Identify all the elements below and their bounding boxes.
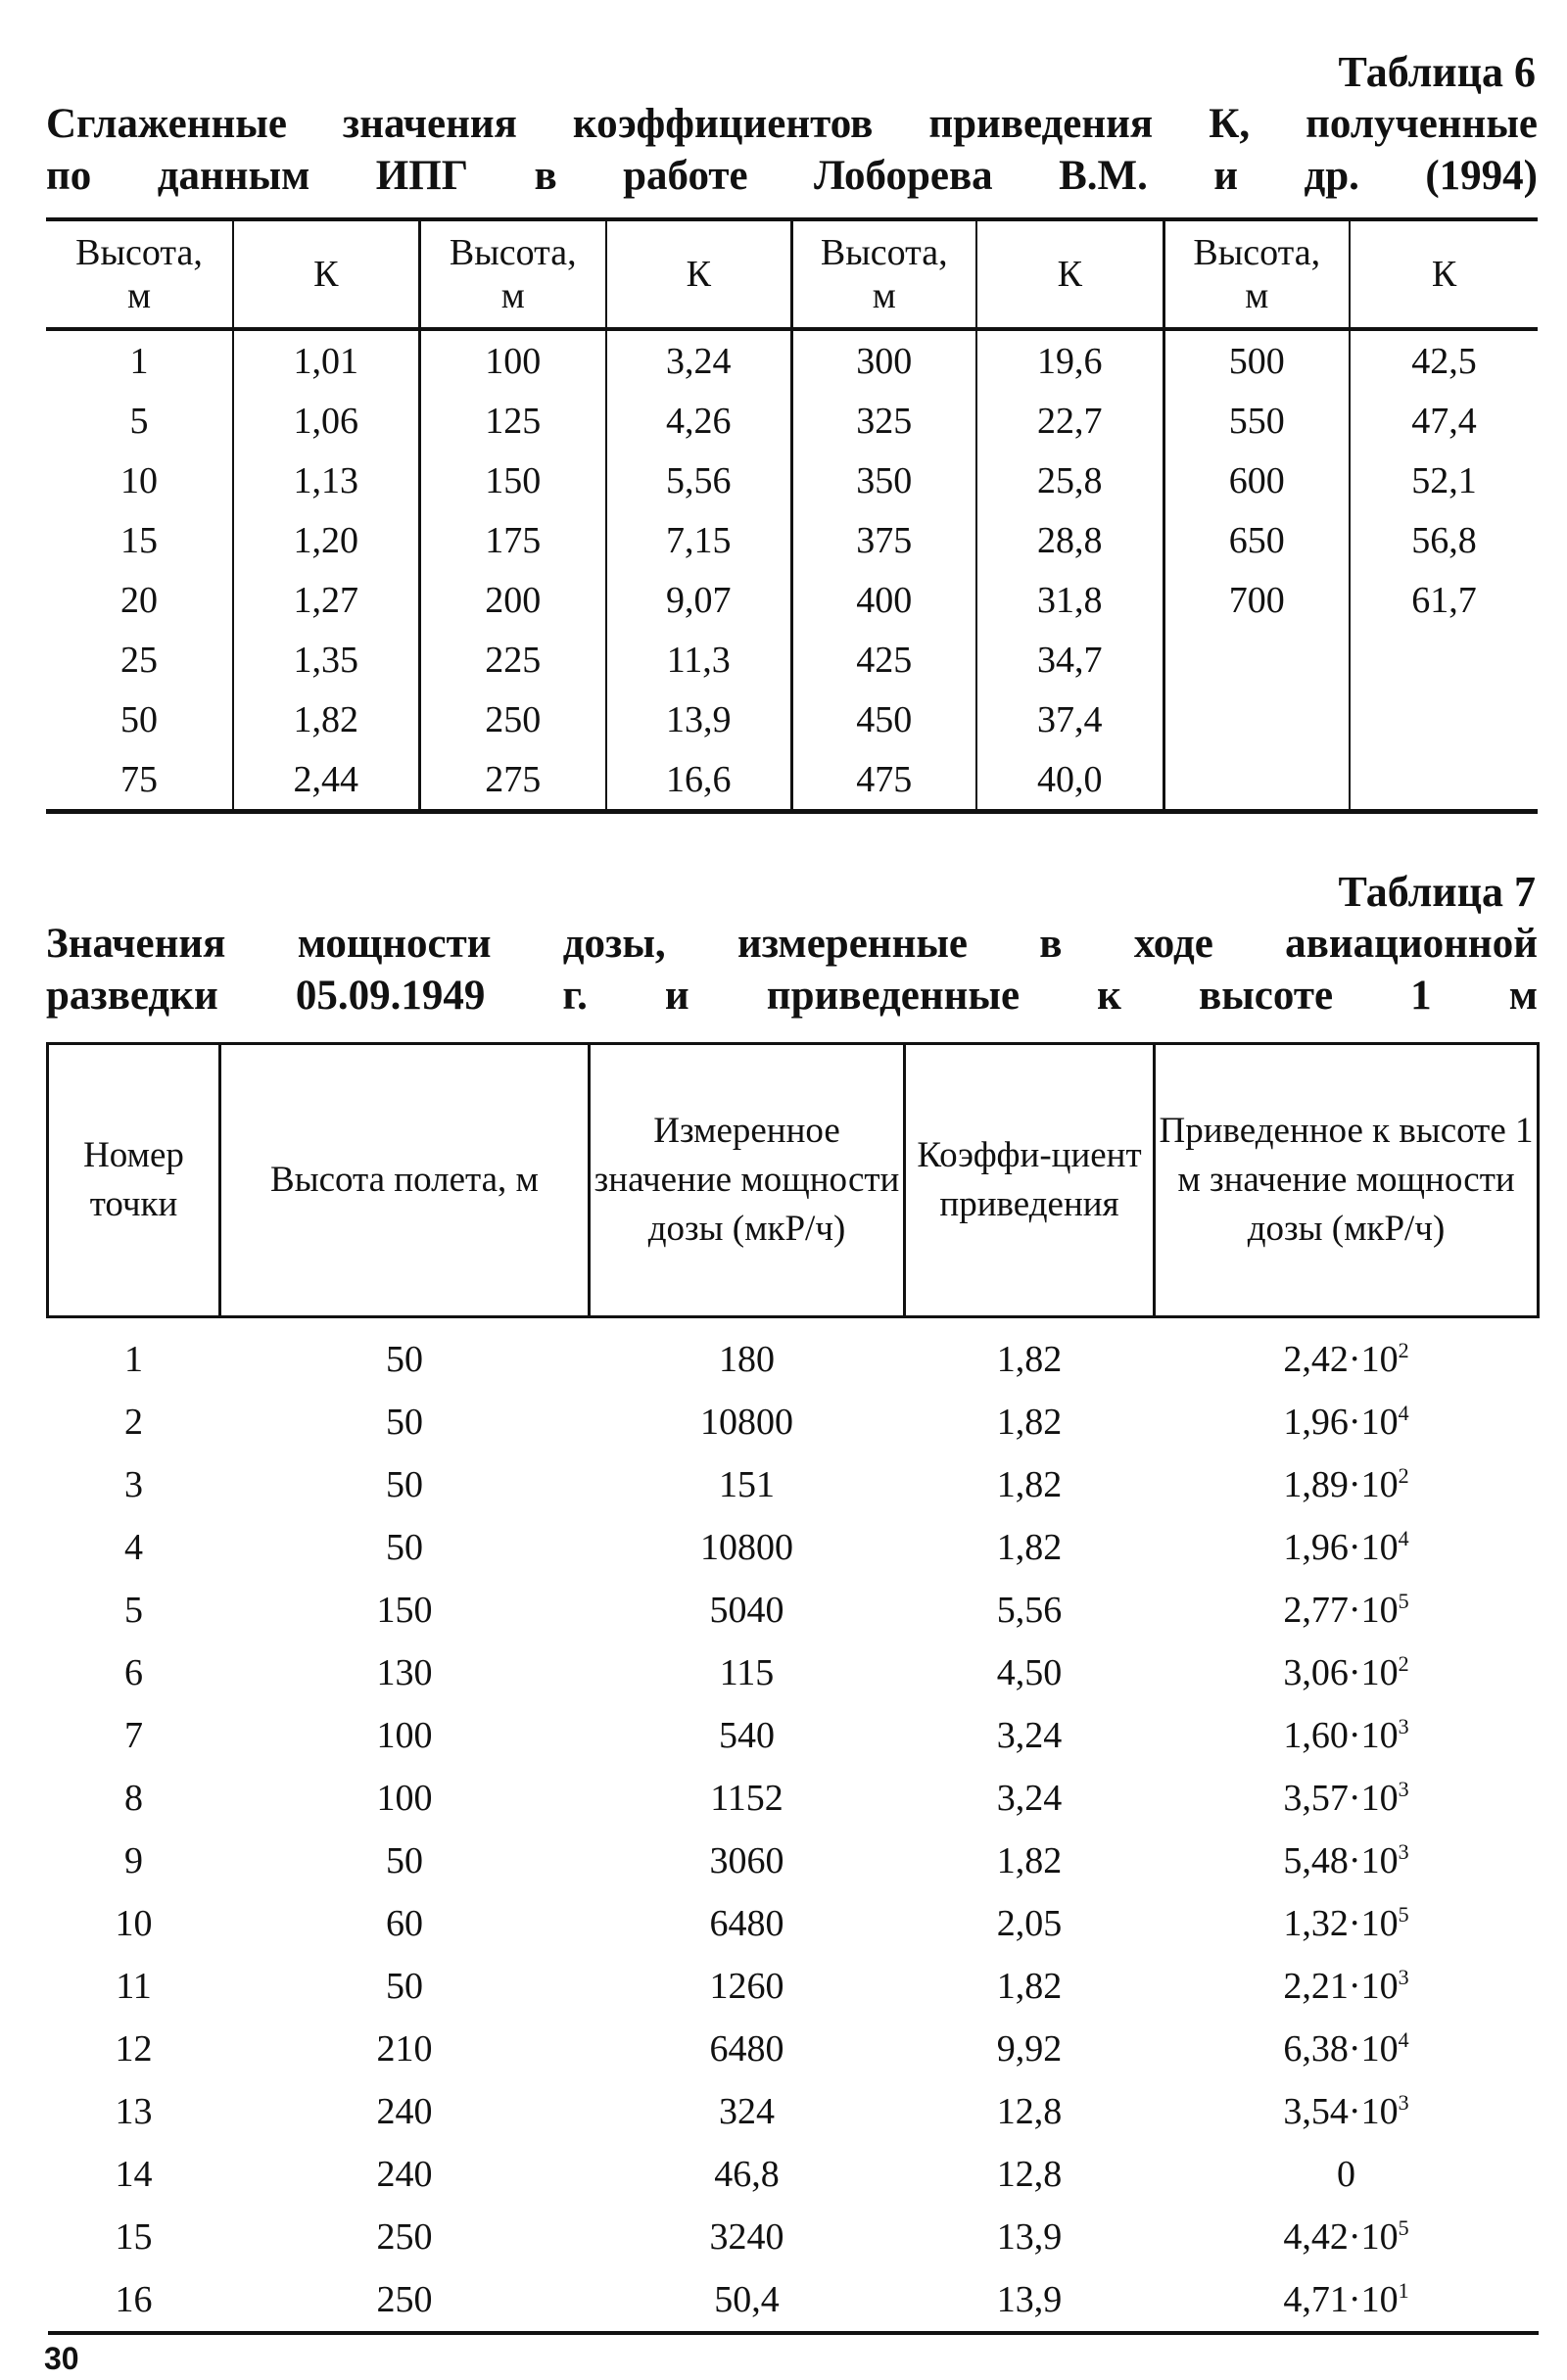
flight-height: 250 [376, 2216, 433, 2258]
k-cell: 1,06 [233, 391, 419, 451]
table6-caption-line: по данным ИПГ в работе Лоборева В.М. и др. (1994) [46, 153, 1538, 199]
reduced-dose [1155, 1955, 1539, 2018]
reduced-dose-mantissa: 1,96·10 [1283, 1402, 1399, 1443]
reduced-dose [1155, 1453, 1539, 1516]
point-number: 10 [115, 1903, 153, 1944]
reduced-dose [1155, 1391, 1539, 1453]
k-cell [1350, 690, 1538, 749]
coefficient: 9,92 [996, 2028, 1063, 2070]
k-cell: 3,24 [606, 329, 791, 391]
reduced-dose-mantissa: 4,71·10 [1283, 2279, 1399, 2320]
coefficient: 5,56 [996, 1590, 1063, 1631]
flight-height: 100 [376, 1715, 433, 1756]
reduced-dose [1155, 1516, 1539, 1579]
table-row [48, 2143, 1539, 2206]
measured-dose: 540 [719, 1715, 775, 1756]
table-row [46, 391, 1538, 451]
measured-dose: 151 [719, 1464, 775, 1505]
table-row [48, 1516, 1539, 1579]
flight-height: 130 [376, 1652, 433, 1693]
k-cell: 42,5 [1350, 329, 1538, 391]
k-cell: 40,0 [976, 749, 1163, 812]
measured-dose: 324 [719, 2091, 775, 2132]
reduced-dose-exponent: 2 [1398, 1463, 1409, 1488]
height-cell: 325 [791, 391, 976, 451]
reduced-dose [1155, 2080, 1539, 2143]
coefficient: 1,82 [996, 1527, 1063, 1568]
table6-coefficients [46, 217, 1538, 814]
table-row [46, 690, 1538, 749]
height-cell [1163, 749, 1350, 812]
k-cell: 22,7 [976, 391, 1163, 451]
k-cell [1350, 749, 1538, 812]
reduced-dose [1155, 1317, 1539, 1392]
table-row [48, 1767, 1539, 1830]
height-cell: 500 [1163, 329, 1350, 391]
coefficient: 1,82 [996, 1339, 1063, 1380]
table6-caption-line: Сглаженные значения коэффициентов приведения К, полученные [46, 101, 1538, 147]
coefficient: 2,05 [996, 1903, 1063, 1944]
coefficient: 1,82 [996, 1402, 1063, 1443]
flight-height: 50 [386, 1840, 423, 1881]
height-cell: 15 [120, 519, 158, 561]
table-row [48, 2080, 1539, 2143]
reduced-dose-exponent: 5 [1398, 1902, 1409, 1927]
k-cell: 28,8 [976, 510, 1163, 570]
height-cell: 375 [791, 510, 976, 570]
flight-height: 50 [386, 1966, 423, 2007]
coefficient: 3,24 [996, 1715, 1063, 1756]
reduced-dose-exponent: 5 [1398, 2215, 1409, 2240]
k-cell: 1,01 [233, 329, 419, 391]
height-cell: 75 [120, 758, 158, 800]
reduced-dose-mantissa: 2,42·10 [1283, 1339, 1399, 1380]
point-number: 11 [116, 1966, 152, 2007]
reduced-dose-mantissa: 2,21·10 [1283, 1966, 1399, 2007]
flight-height: 150 [376, 1590, 433, 1631]
reduced-dose-mantissa: 0 [1337, 2154, 1355, 2195]
reduced-dose-mantissa: 1,96·10 [1283, 1527, 1399, 1568]
height-cell: 650 [1163, 510, 1350, 570]
header-height-label: Высота, [820, 232, 948, 273]
flight-height: 240 [376, 2091, 433, 2132]
k-cell: 37,4 [976, 690, 1163, 749]
height-cell: 125 [419, 391, 606, 451]
point-number: 4 [124, 1527, 143, 1568]
flight-height: 50 [386, 1402, 423, 1443]
reduced-dose-mantissa: 3,54·10 [1283, 2091, 1399, 2132]
table6-label: Таблица 6 [1338, 48, 1536, 96]
height-cell: 600 [1163, 451, 1350, 510]
k-cell: 1,13 [233, 451, 419, 510]
table-row [46, 570, 1538, 630]
table-row [48, 2268, 1539, 2333]
table7-dose-rates [46, 1042, 1540, 2335]
height-cell: 225 [419, 630, 606, 690]
column-header: Коэффи-циент приведения [905, 1044, 1155, 1317]
reduced-dose-exponent: 5 [1398, 1589, 1409, 1613]
flight-height: 60 [386, 1903, 423, 1944]
header-height-unit: м [872, 275, 896, 316]
reduced-dose-mantissa: 3,06·10 [1283, 1652, 1399, 1693]
table7-label: Таблица 7 [1338, 868, 1536, 916]
coefficient: 1,82 [996, 1464, 1063, 1505]
column-header: Высота полета, м [220, 1044, 590, 1317]
reduced-dose-mantissa: 1,32·10 [1283, 1903, 1399, 1944]
coefficient: 3,24 [996, 1778, 1063, 1819]
height-cell [1163, 690, 1350, 749]
table-row [48, 1704, 1539, 1767]
k-cell: 7,15 [606, 510, 791, 570]
height-cell: 425 [791, 630, 976, 690]
reduced-dose-mantissa: 4,42·10 [1283, 2216, 1399, 2258]
height-cell: 250 [419, 690, 606, 749]
reduced-dose-mantissa: 6,38·10 [1283, 2028, 1399, 2070]
k-cell: 19,6 [976, 329, 1163, 391]
table-row [48, 1579, 1539, 1642]
height-cell: 5 [129, 400, 149, 442]
point-number: 1 [124, 1339, 143, 1380]
table-row [48, 1892, 1539, 1955]
measured-dose: 5040 [709, 1590, 784, 1631]
height-cell: 1 [129, 340, 149, 382]
coefficient: 13,9 [996, 2216, 1063, 2258]
column-header: Приведенное к высоте 1 м значение мощности дозы (мкР/ч) [1155, 1044, 1539, 1317]
coefficient: 1,82 [996, 1840, 1063, 1881]
header-height [1163, 219, 1350, 329]
reduced-dose-exponent: 3 [1398, 1714, 1409, 1738]
point-number: 8 [124, 1778, 143, 1819]
header-height-label: Высота, [1193, 232, 1321, 273]
k-cell: 47,4 [1350, 391, 1538, 451]
table-row [46, 749, 1538, 812]
k-cell: 1,82 [233, 690, 419, 749]
reduced-dose [1155, 2206, 1539, 2268]
k-cell: 1,35 [233, 630, 419, 690]
reduced-dose-exponent: 3 [1398, 1965, 1409, 1989]
coefficient: 12,8 [996, 2091, 1063, 2132]
measured-dose: 10800 [700, 1527, 793, 1568]
table6-caption [46, 98, 1538, 202]
table7-caption-line: Значения мощности дозы, измеренные в ходе авиационной [46, 921, 1538, 967]
height-cell: 550 [1163, 391, 1350, 451]
measured-dose: 10800 [700, 1402, 793, 1443]
height-cell: 150 [419, 451, 606, 510]
flight-height: 210 [376, 2028, 433, 2070]
height-cell: 275 [419, 749, 606, 812]
k-cell: 31,8 [976, 570, 1163, 630]
k-cell: 13,9 [606, 690, 791, 749]
coefficient: 13,9 [996, 2279, 1063, 2320]
height-cell: 475 [791, 749, 976, 812]
flight-height: 50 [386, 1464, 423, 1505]
measured-dose: 180 [719, 1339, 775, 1380]
reduced-dose [1155, 1830, 1539, 1892]
height-cell: 25 [120, 639, 158, 681]
point-number: 2 [124, 1402, 143, 1443]
coefficient: 1,82 [996, 1966, 1063, 2007]
header-height [46, 219, 233, 329]
table-row [46, 451, 1538, 510]
k-cell: 61,7 [1350, 570, 1538, 630]
measured-dose: 50,4 [714, 2279, 780, 2320]
height-cell: 10 [120, 459, 158, 501]
table-row [46, 510, 1538, 570]
point-number: 13 [115, 2091, 153, 2132]
height-cell: 350 [791, 451, 976, 510]
measured-dose: 3240 [709, 2216, 784, 2258]
reduced-dose [1155, 2143, 1539, 2206]
table-row [48, 1955, 1539, 2018]
point-number: 9 [124, 1840, 143, 1881]
table-row [48, 1317, 1539, 1392]
header-height-label: Высота, [449, 232, 577, 273]
height-cell: 400 [791, 570, 976, 630]
point-number: 15 [115, 2216, 153, 2258]
reduced-dose-mantissa: 1,60·10 [1283, 1715, 1399, 1756]
k-cell: 52,1 [1350, 451, 1538, 510]
coefficient: 12,8 [996, 2154, 1063, 2195]
header-k: К [1350, 219, 1538, 329]
reduced-dose [1155, 1642, 1539, 1704]
header-height-unit: м [500, 275, 525, 316]
point-number: 16 [115, 2279, 153, 2320]
k-cell [1350, 630, 1538, 690]
point-number: 3 [124, 1464, 143, 1505]
table-row [48, 2018, 1539, 2080]
header-height-label: Высота, [75, 232, 203, 273]
header-height-unit: м [1245, 275, 1269, 316]
header-k: К [233, 219, 419, 329]
height-cell: 300 [791, 329, 976, 391]
measured-dose: 6480 [709, 1903, 784, 1944]
flight-height: 50 [386, 1527, 423, 1568]
table-row [48, 1453, 1539, 1516]
reduced-dose [1155, 2018, 1539, 2080]
k-cell: 5,56 [606, 451, 791, 510]
reduced-dose-mantissa: 1,89·10 [1283, 1464, 1399, 1505]
reduced-dose-exponent: 3 [1398, 1839, 1409, 1864]
table-row [46, 630, 1538, 690]
coefficient: 4,50 [996, 1652, 1063, 1693]
height-cell: 450 [791, 690, 976, 749]
height-cell: 175 [419, 510, 606, 570]
measured-dose: 3060 [709, 1840, 784, 1881]
measured-dose: 1152 [710, 1778, 784, 1819]
k-cell: 34,7 [976, 630, 1163, 690]
k-cell: 1,20 [233, 510, 419, 570]
column-header: Номер точки [48, 1044, 220, 1317]
table7-caption-line: разведки 05.09.1949 г. и приведенные к высоте 1 м [46, 973, 1538, 1019]
measured-dose: 115 [719, 1652, 775, 1693]
height-cell: 200 [419, 570, 606, 630]
point-number: 14 [115, 2154, 153, 2195]
reduced-dose-exponent: 2 [1398, 1651, 1409, 1676]
column-header: Измеренное значение мощности дозы (мкР/ч) [590, 1044, 905, 1317]
reduced-dose-exponent: 2 [1398, 1338, 1409, 1362]
reduced-dose [1155, 1579, 1539, 1642]
header-height-unit: м [126, 275, 152, 316]
measured-dose: 1260 [709, 1966, 784, 2007]
k-cell: 11,3 [606, 630, 791, 690]
reduced-dose-exponent: 3 [1398, 1777, 1409, 1801]
height-cell: 700 [1163, 570, 1350, 630]
height-cell [1163, 630, 1350, 690]
header-height [419, 219, 606, 329]
reduced-dose-mantissa: 2,77·10 [1283, 1590, 1399, 1631]
reduced-dose-exponent: 4 [1398, 1526, 1409, 1550]
reduced-dose-exponent: 3 [1398, 2090, 1409, 2115]
k-cell: 9,07 [606, 570, 791, 630]
height-cell: 100 [419, 329, 606, 391]
table7-caption [46, 918, 1538, 1022]
table-row [48, 1830, 1539, 1892]
table-row [48, 1642, 1539, 1704]
reduced-dose-exponent: 4 [1398, 1401, 1409, 1425]
reduced-dose [1155, 1892, 1539, 1955]
reduced-dose-exponent: 1 [1398, 2278, 1409, 2303]
k-cell: 1,27 [233, 570, 419, 630]
reduced-dose-mantissa: 3,57·10 [1283, 1778, 1399, 1819]
table-row [48, 2206, 1539, 2268]
k-cell: 56,8 [1350, 510, 1538, 570]
point-number: 5 [124, 1590, 143, 1631]
table-row [46, 329, 1538, 391]
header-height [791, 219, 976, 329]
table-row [48, 1391, 1539, 1453]
height-cell: 20 [120, 579, 158, 621]
point-number: 12 [115, 2028, 153, 2070]
flight-height: 240 [376, 2154, 433, 2195]
k-cell: 16,6 [606, 749, 791, 812]
reduced-dose [1155, 2268, 1539, 2333]
flight-height: 250 [376, 2279, 433, 2320]
header-k: К [606, 219, 791, 329]
point-number: 7 [124, 1715, 143, 1756]
page-number: 30 [44, 2341, 79, 2376]
reduced-dose-exponent: 4 [1398, 2027, 1409, 2052]
reduced-dose [1155, 1767, 1539, 1830]
flight-height: 50 [386, 1339, 423, 1380]
k-cell: 4,26 [606, 391, 791, 451]
flight-height: 100 [376, 1778, 433, 1819]
measured-dose: 6480 [709, 2028, 784, 2070]
reduced-dose-mantissa: 5,48·10 [1283, 1840, 1399, 1881]
reduced-dose [1155, 1704, 1539, 1767]
k-cell: 2,44 [233, 749, 419, 812]
point-number: 6 [124, 1652, 143, 1693]
header-k: К [976, 219, 1163, 329]
measured-dose: 46,8 [714, 2154, 780, 2195]
k-cell: 25,8 [976, 451, 1163, 510]
height-cell: 50 [120, 698, 158, 740]
